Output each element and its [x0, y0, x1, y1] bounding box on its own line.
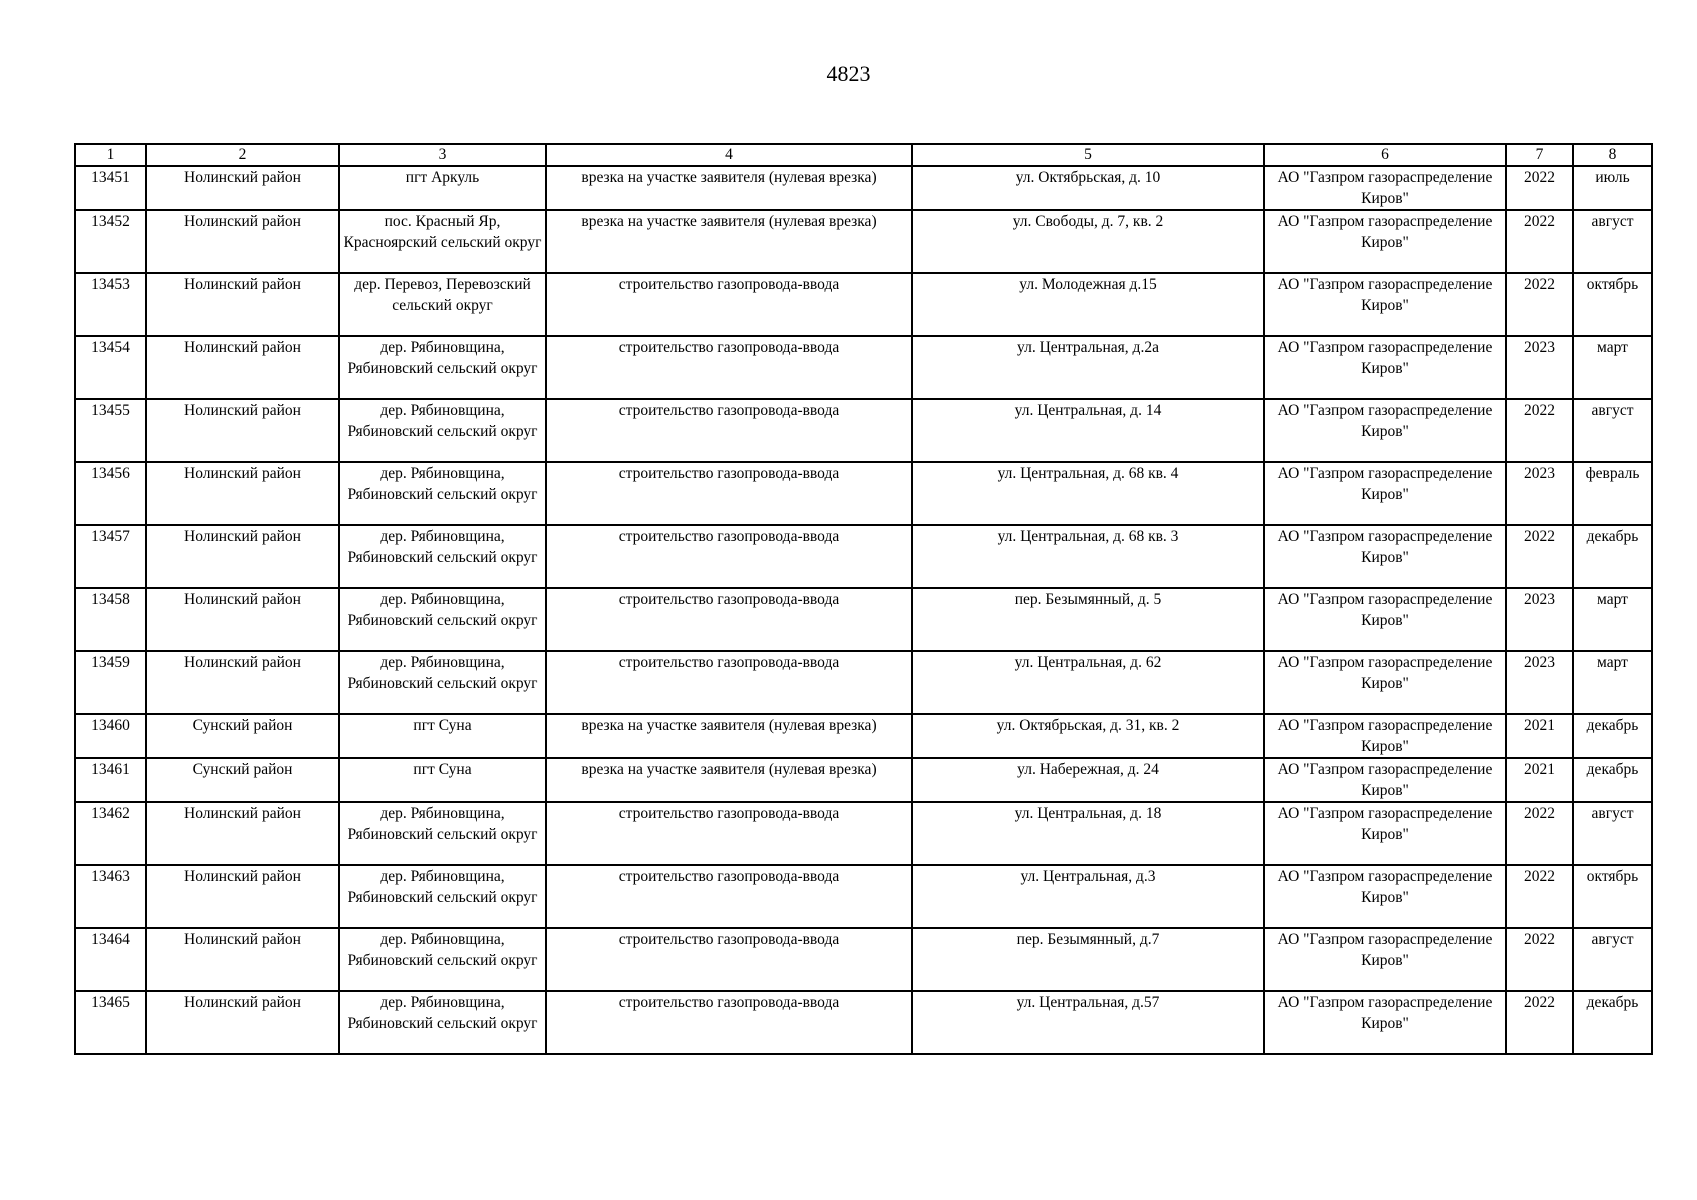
cell-work-type: строительство газопровода-ввода — [546, 462, 912, 525]
cell-work-type: строительство газопровода-ввода — [546, 865, 912, 928]
cell-locality: дер. Перевоз, Перевозский сельский округ — [339, 273, 546, 336]
cell-organization: АО "Газпром газораспределение Киров" — [1264, 166, 1506, 210]
cell-organization: АО "Газпром газораспределение Киров" — [1264, 588, 1506, 651]
cell-year: 2022 — [1506, 928, 1573, 991]
cell-work-type: строительство газопровода-ввода — [546, 928, 912, 991]
cell-address: ул. Центральная, д. 62 — [912, 651, 1264, 714]
cell-month: август — [1573, 399, 1652, 462]
cell-month: октябрь — [1573, 865, 1652, 928]
cell-address: пер. Безымянный, д. 5 — [912, 588, 1264, 651]
table-row — [75, 166, 1652, 210]
cell-locality: дер. Рябиновщина, Рябиновский сельский округ — [339, 462, 546, 525]
cell-address: ул. Свободы, д. 7, кв. 2 — [912, 210, 1264, 273]
cell-district: Нолинский район — [146, 273, 339, 336]
cell-work-type: строительство газопровода-ввода — [546, 991, 912, 1054]
cell-address: ул. Центральная, д.2а — [912, 336, 1264, 399]
cell-organization: АО "Газпром газораспределение Киров" — [1264, 802, 1506, 865]
table-row — [75, 336, 1652, 399]
data-table — [74, 143, 1653, 1055]
cell-work-type: врезка на участке заявителя (нулевая врезка) — [546, 714, 912, 758]
cell-month: декабрь — [1573, 991, 1652, 1054]
cell-month: август — [1573, 928, 1652, 991]
cell-district: Сунский район — [146, 714, 339, 758]
cell-locality: дер. Рябиновщина, Рябиновский сельский округ — [339, 928, 546, 991]
cell-organization: АО "Газпром газораспределение Киров" — [1264, 399, 1506, 462]
cell-work-type: строительство газопровода-ввода — [546, 651, 912, 714]
cell-address: ул. Центральная, д. 18 — [912, 802, 1264, 865]
cell-organization: АО "Газпром газораспределение Киров" — [1264, 525, 1506, 588]
table-row — [75, 758, 1652, 802]
cell-number: 13453 — [75, 273, 146, 336]
table-row — [75, 273, 1652, 336]
table-header — [75, 144, 1652, 166]
cell-year: 2022 — [1506, 991, 1573, 1054]
cell-organization: АО "Газпром газораспределение Киров" — [1264, 651, 1506, 714]
cell-district: Нолинский район — [146, 525, 339, 588]
table-row — [75, 525, 1652, 588]
cell-year: 2021 — [1506, 758, 1573, 802]
cell-address: ул. Молодежная д.15 — [912, 273, 1264, 336]
cell-locality: дер. Рябиновщина, Рябиновский сельский округ — [339, 525, 546, 588]
column-header: 3 — [339, 144, 546, 166]
cell-number: 13465 — [75, 991, 146, 1054]
cell-district: Сунский район — [146, 758, 339, 802]
cell-month: август — [1573, 210, 1652, 273]
cell-work-type: строительство газопровода-ввода — [546, 273, 912, 336]
cell-district: Нолинский район — [146, 462, 339, 525]
column-header: 8 — [1573, 144, 1652, 166]
cell-work-type: врезка на участке заявителя (нулевая врезка) — [546, 758, 912, 802]
cell-year: 2022 — [1506, 166, 1573, 210]
cell-address: ул. Октябрьская, д. 31, кв. 2 — [912, 714, 1264, 758]
cell-organization: АО "Газпром газораспределение Киров" — [1264, 991, 1506, 1054]
table-row — [75, 651, 1652, 714]
cell-work-type: врезка на участке заявителя (нулевая врезка) — [546, 210, 912, 273]
cell-year: 2023 — [1506, 588, 1573, 651]
cell-year: 2023 — [1506, 651, 1573, 714]
cell-address: пер. Безымянный, д.7 — [912, 928, 1264, 991]
cell-locality: дер. Рябиновщина, Рябиновский сельский округ — [339, 802, 546, 865]
cell-year: 2023 — [1506, 336, 1573, 399]
table-row — [75, 991, 1652, 1054]
cell-month: декабрь — [1573, 758, 1652, 802]
cell-district: Нолинский район — [146, 865, 339, 928]
cell-work-type: строительство газопровода-ввода — [546, 588, 912, 651]
cell-organization: АО "Газпром газораспределение Киров" — [1264, 210, 1506, 273]
cell-address: ул. Октябрьская, д. 10 — [912, 166, 1264, 210]
cell-year: 2022 — [1506, 525, 1573, 588]
cell-district: Нолинский район — [146, 991, 339, 1054]
cell-district: Нолинский район — [146, 210, 339, 273]
table-row — [75, 462, 1652, 525]
cell-address: ул. Центральная, д.57 — [912, 991, 1264, 1054]
table-row — [75, 802, 1652, 865]
cell-number: 13464 — [75, 928, 146, 991]
cell-district: Нолинский район — [146, 336, 339, 399]
table-row — [75, 210, 1652, 273]
cell-district: Нолинский район — [146, 588, 339, 651]
cell-work-type: строительство газопровода-ввода — [546, 525, 912, 588]
cell-number: 13463 — [75, 865, 146, 928]
cell-year: 2022 — [1506, 865, 1573, 928]
cell-number: 13459 — [75, 651, 146, 714]
cell-number: 13460 — [75, 714, 146, 758]
cell-locality: пгт Суна — [339, 714, 546, 758]
cell-district: Нолинский район — [146, 166, 339, 210]
cell-organization: АО "Газпром газораспределение Киров" — [1264, 758, 1506, 802]
cell-address: ул. Центральная, д. 68 кв. 4 — [912, 462, 1264, 525]
cell-organization: АО "Газпром газораспределение Киров" — [1264, 714, 1506, 758]
cell-number: 13451 — [75, 166, 146, 210]
table-body — [75, 166, 1652, 1054]
cell-work-type: строительство газопровода-ввода — [546, 399, 912, 462]
table-row — [75, 588, 1652, 651]
column-header: 4 — [546, 144, 912, 166]
column-header: 1 — [75, 144, 146, 166]
cell-address: ул. Набережная, д. 24 — [912, 758, 1264, 802]
cell-month: декабрь — [1573, 714, 1652, 758]
table-row — [75, 399, 1652, 462]
cell-district: Нолинский район — [146, 651, 339, 714]
cell-organization: АО "Газпром газораспределение Киров" — [1264, 462, 1506, 525]
cell-district: Нолинский район — [146, 399, 339, 462]
cell-month: декабрь — [1573, 525, 1652, 588]
cell-address: ул. Центральная, д. 14 — [912, 399, 1264, 462]
table-row — [75, 928, 1652, 991]
cell-number: 13457 — [75, 525, 146, 588]
cell-district: Нолинский район — [146, 802, 339, 865]
cell-work-type: строительство газопровода-ввода — [546, 802, 912, 865]
cell-year: 2022 — [1506, 210, 1573, 273]
cell-work-type: строительство газопровода-ввода — [546, 336, 912, 399]
cell-organization: АО "Газпром газораспределение Киров" — [1264, 928, 1506, 991]
table-row — [75, 865, 1652, 928]
cell-number: 13462 — [75, 802, 146, 865]
cell-district: Нолинский район — [146, 928, 339, 991]
cell-organization: АО "Газпром газораспределение Киров" — [1264, 273, 1506, 336]
cell-year: 2021 — [1506, 714, 1573, 758]
cell-month: июль — [1573, 166, 1652, 210]
cell-locality: дер. Рябиновщина, Рябиновский сельский округ — [339, 991, 546, 1054]
cell-address: ул. Центральная, д. 68 кв. 3 — [912, 525, 1264, 588]
cell-locality: дер. Рябиновщина, Рябиновский сельский округ — [339, 865, 546, 928]
cell-month: август — [1573, 802, 1652, 865]
cell-work-type: врезка на участке заявителя (нулевая врезка) — [546, 166, 912, 210]
cell-locality: пгт Аркуль — [339, 166, 546, 210]
cell-year: 2023 — [1506, 462, 1573, 525]
cell-number: 13454 — [75, 336, 146, 399]
cell-year: 2022 — [1506, 802, 1573, 865]
column-header: 6 — [1264, 144, 1506, 166]
cell-locality: дер. Рябиновщина, Рябиновский сельский округ — [339, 336, 546, 399]
cell-locality: пос. Красный Яр, Красноярский сельский округ — [339, 210, 546, 273]
cell-month: февраль — [1573, 462, 1652, 525]
cell-month: октябрь — [1573, 273, 1652, 336]
cell-locality: пгт Суна — [339, 758, 546, 802]
cell-locality: дер. Рябиновщина, Рябиновский сельский округ — [339, 651, 546, 714]
cell-organization: АО "Газпром газораспределение Киров" — [1264, 865, 1506, 928]
cell-locality: дер. Рябиновщина, Рябиновский сельский округ — [339, 588, 546, 651]
cell-organization: АО "Газпром газораспределение Киров" — [1264, 336, 1506, 399]
cell-year: 2022 — [1506, 399, 1573, 462]
cell-address: ул. Центральная, д.3 — [912, 865, 1264, 928]
column-header: 7 — [1506, 144, 1573, 166]
cell-number: 13458 — [75, 588, 146, 651]
cell-number: 13456 — [75, 462, 146, 525]
column-header: 5 — [912, 144, 1264, 166]
header-row — [75, 144, 1652, 166]
cell-month: март — [1573, 588, 1652, 651]
cell-number: 13461 — [75, 758, 146, 802]
page-number: 4823 — [826, 61, 871, 86]
cell-month: март — [1573, 336, 1652, 399]
cell-month: март — [1573, 651, 1652, 714]
cell-locality: дер. Рябиновщина, Рябиновский сельский округ — [339, 399, 546, 462]
column-header: 2 — [146, 144, 339, 166]
cell-number: 13455 — [75, 399, 146, 462]
cell-year: 2022 — [1506, 273, 1573, 336]
cell-number: 13452 — [75, 210, 146, 273]
table-row — [75, 714, 1652, 758]
